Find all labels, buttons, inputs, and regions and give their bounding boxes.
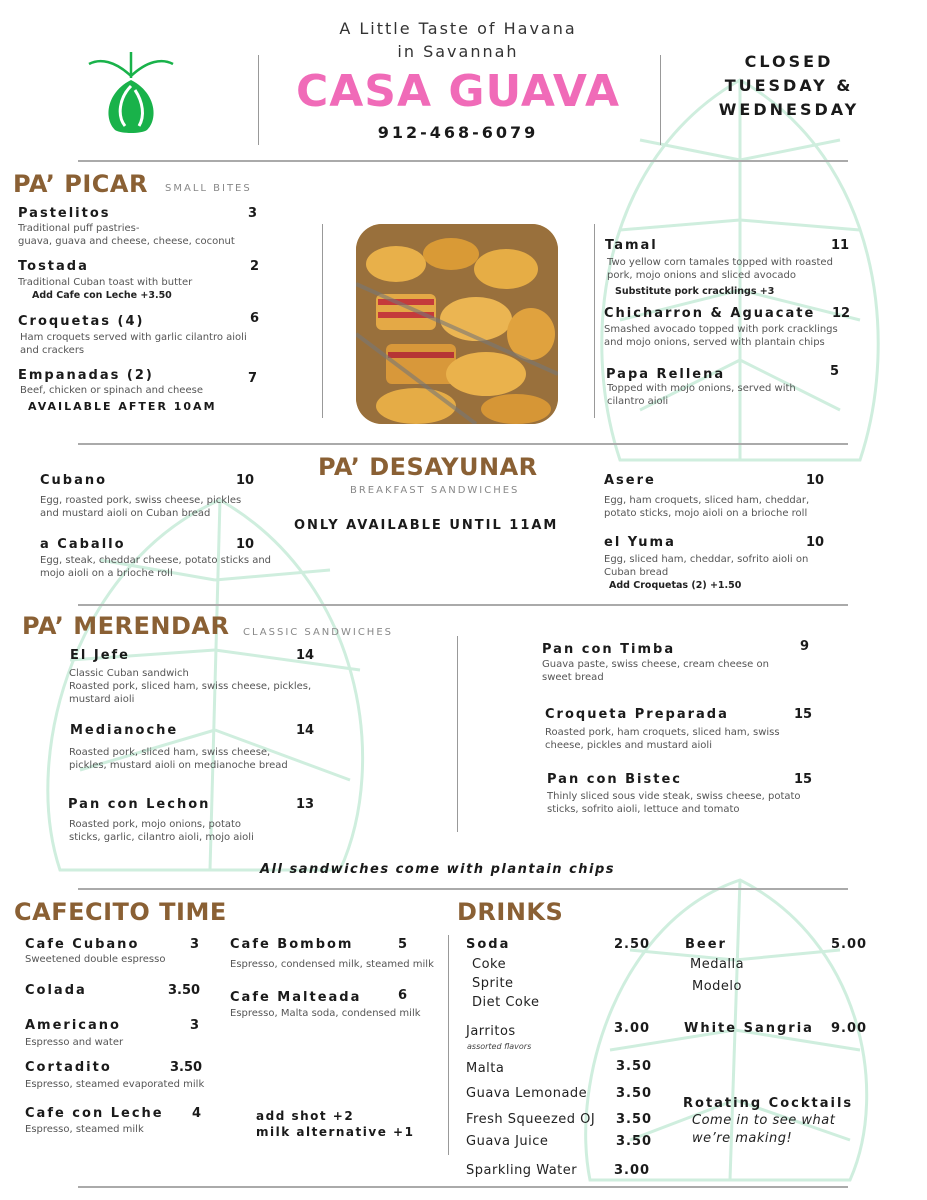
menu-item-price: 3.50 <box>170 1060 203 1075</box>
menu-item-price: 11 <box>831 238 850 253</box>
menu-item-price: 4 <box>192 1106 202 1121</box>
drink-option: Coke <box>472 957 507 972</box>
food-photo <box>356 224 558 424</box>
menu-item-description: Guava paste, swiss cheese, cream cheese on sweet bread <box>542 659 769 683</box>
menu-item-name: a Caballo <box>40 537 126 552</box>
menu-item-description: Egg, sliced ham, cheddar, sofrito aioli on Cuban bread <box>604 554 809 578</box>
menu-item-name: Croqueta Preparada <box>545 707 729 722</box>
menu-item-price: 9 <box>800 639 810 654</box>
drink-option: Medalla <box>690 957 745 972</box>
menu-item-name: Pan con Lechon <box>68 797 211 812</box>
menu-item-name: Soda <box>466 937 511 952</box>
menu-item-price: 3.50 <box>616 1059 653 1074</box>
guava-logo-icon <box>85 46 177 136</box>
menu-item-name: Cubano <box>40 473 108 488</box>
closed-line-3: WEDNESDAY <box>718 100 860 119</box>
menu-item-price: 14 <box>296 648 315 663</box>
section-title-pa-desayunar: PA’ DESAYUNAR <box>318 453 538 481</box>
menu-item-name: Sparkling Water <box>466 1163 578 1178</box>
menu-item-name: Pan con Timba <box>542 642 676 657</box>
menu-item-price: 9.00 <box>831 1021 868 1036</box>
menu-item-price: 5 <box>830 364 840 379</box>
closed-notice <box>704 50 874 122</box>
menu-item-name: Jarritos <box>466 1024 516 1039</box>
sandwich-footer-note: All sandwiches come with plantain chips <box>260 862 616 877</box>
cocktail-note-line-2: we’re making! <box>692 1131 793 1146</box>
menu-item-name: Americano <box>25 1018 121 1033</box>
availability-note: AVAILABLE AFTER 10AM <box>28 400 217 413</box>
menu-item-description: Egg, ham croquets, sliced ham, cheddar, potato sticks, mojo aioli on a brioche roll <box>604 495 810 519</box>
menu-item-name: Pastelitos <box>18 206 111 221</box>
menu-item-name: Croquetas (4) <box>18 314 145 329</box>
menu-item-price: 2 <box>250 259 260 274</box>
menu-item-price: 3.00 <box>614 1021 651 1036</box>
menu-item-price: 13 <box>296 797 315 812</box>
menu-item-description: Sweetened double espresso <box>25 954 166 965</box>
menu-item-name: Cafe Malteada <box>230 990 362 1005</box>
menu-item-price: 3.50 <box>616 1112 653 1127</box>
availability-note: ONLY AVAILABLE UNTIL 11AM <box>294 518 559 533</box>
menu-item-name: Malta <box>466 1061 505 1076</box>
menu-item-price: 10 <box>236 537 255 552</box>
menu-item-name: Beer <box>685 937 727 952</box>
menu-item-name: Tamal <box>605 238 658 253</box>
menu-item-price: 3.50 <box>616 1086 653 1101</box>
menu-item-description: Egg, steak, cheddar cheese, potato sticks and mojo aioli on a brioche roll <box>40 555 272 579</box>
menu-item-price: 10 <box>236 473 255 488</box>
menu-item-price: 15 <box>794 772 813 787</box>
menu-item-description: Espresso, steamed milk <box>25 1124 144 1135</box>
pastry-photo-icon <box>356 224 558 424</box>
menu-item-description: Two yellow corn tamales topped with roasted pork, mojo onions and sliced avocado <box>607 257 833 281</box>
menu-item-description: Topped with mojo onions, served with cilantro aioli <box>607 383 796 407</box>
menu-item-name: El Jefe <box>70 648 130 663</box>
addon-note: Substitute pork cracklings +3 <box>615 286 775 297</box>
menu-item-price: 14 <box>296 723 315 738</box>
section-title-drinks: DRINKS <box>457 898 564 926</box>
menu-item-price: 7 <box>248 371 258 386</box>
menu-item-price: 6 <box>398 988 408 1003</box>
menu-item-name: Cafe con Leche <box>25 1106 164 1121</box>
section-title-pa-picar: PA’ PICAR <box>13 170 148 198</box>
menu-item-price: 6 <box>250 311 260 326</box>
addon-note: Add Croquetas (2) +1.50 <box>609 580 742 591</box>
tagline-line-1: A Little Taste of Havana <box>339 19 577 38</box>
menu-item-description: Espresso, Malta soda, condensed milk <box>230 1008 421 1019</box>
menu-item-description: Smashed avocado topped with pork cracklings and mojo onions, served with plantain chips <box>604 324 838 348</box>
menu-item-price: 3.50 <box>168 983 201 998</box>
menu-item-price: 3 <box>248 206 258 221</box>
closed-line-1: CLOSED <box>744 52 834 71</box>
drink-subnote: assorted flavors <box>467 1042 532 1051</box>
addon-extra-shot: add shot +2 <box>256 1109 355 1123</box>
menu-item-description: Roasted pork, mojo onions, potato sticks, garlic, cilantro aioli, mojo aioli <box>69 819 254 843</box>
menu-item-description: Espresso and water <box>25 1037 124 1048</box>
menu-item-description: Thinly sliced sous vide steak, swiss cheese, potato sticks, sofrito aioli, lettuce and tomato <box>547 791 801 815</box>
menu-item-description: Roasted pork, ham croquets, sliced ham, swiss cheese, pickles and mustard aioli <box>545 727 780 751</box>
menu-item-name: Empanadas (2) <box>18 368 154 383</box>
menu-item-name: Colada <box>25 983 87 998</box>
menu-item-price: 3 <box>190 1018 200 1033</box>
brand-title: CASA GUAVA <box>295 66 621 117</box>
menu-item-name: Guava Juice <box>466 1134 549 1149</box>
menu-item-price: 10 <box>806 473 825 488</box>
section-title-cafecito: CAFECITO TIME <box>14 898 227 926</box>
addon-note: Add Cafe con Leche +3.50 <box>32 290 172 301</box>
section-subtitle-pa-merendar: CLASSIC SANDWICHES <box>243 627 393 638</box>
closed-line-2: TUESDAY & <box>724 76 854 95</box>
drink-option: Sprite <box>472 976 514 991</box>
menu-item-name: Medianoche <box>70 723 179 738</box>
menu-item-price: 3.00 <box>614 1163 651 1178</box>
phone-number[interactable]: 912-468-6079 <box>377 123 539 142</box>
menu-item-name: White Sangria <box>684 1021 814 1036</box>
menu-item-description: Traditional Cuban toast with butter <box>18 277 193 288</box>
tagline-line-2: in Savannah <box>397 42 519 61</box>
menu-item-name: Cortadito <box>25 1060 112 1075</box>
menu-item-name: Rotating Cocktails <box>683 1096 854 1111</box>
menu-item-name: Asere <box>604 473 656 488</box>
menu-item-price: 3.50 <box>616 1134 653 1149</box>
menu-item-name: el Yuma <box>604 535 676 550</box>
menu-item-description: Egg, roasted pork, swiss cheese, pickles and mustard aioli on Cuban bread <box>40 495 242 519</box>
menu-item-name: Cafe Cubano <box>25 937 140 952</box>
menu-item-description: Classic Cuban sandwich Roasted pork, sliced ham, swiss cheese, pickles, mustard aioli <box>69 668 312 705</box>
menu-item-price: 10 <box>806 535 825 550</box>
menu-item-name: Chicharron & Aguacate <box>604 306 816 321</box>
addon-milk-alternative: milk alternative +1 <box>256 1125 415 1139</box>
menu-item-price: 2.50 <box>614 937 651 952</box>
menu-item-description: Roasted pork, sliced ham, swiss cheese, pickles, mustard aioli on medianoche bread <box>69 747 288 771</box>
menu-item-price: 5 <box>398 937 408 952</box>
menu-item-price: 5.00 <box>831 937 868 952</box>
cocktail-note-line-1: Come in to see what <box>692 1113 836 1128</box>
menu-item-name: Cafe Bombom <box>230 937 354 952</box>
menu-item-price: 3 <box>190 937 200 952</box>
menu-item-price: 15 <box>794 707 813 722</box>
menu-item-price: 12 <box>832 306 851 321</box>
menu-item-name: Fresh Squeezed OJ <box>466 1112 596 1127</box>
menu-item-name: Tostada <box>18 259 89 274</box>
drink-option: Modelo <box>692 979 742 994</box>
menu-item-description: Espresso, steamed evaporated milk <box>25 1079 205 1090</box>
menu-item-description: Ham croquets served with garlic cilantro aioli and crackers <box>20 332 247 356</box>
menu-item-description: Traditional puff pastries- guava, guava and cheese, cheese, coconut <box>18 223 235 247</box>
menu-item-description: Espresso, condensed milk, steamed milk <box>230 959 434 970</box>
section-title-pa-merendar: PA’ MERENDAR <box>22 612 230 640</box>
section-subtitle-pa-picar: SMALL BITES <box>165 183 252 194</box>
drink-option: Diet Coke <box>472 995 540 1010</box>
section-subtitle-pa-desayunar: BREAKFAST SANDWICHES <box>350 485 520 496</box>
menu-item-description: Beef, chicken or spinach and cheese <box>20 385 203 396</box>
menu-item-name: Guava Lemonade <box>466 1086 588 1101</box>
menu-item-name: Papa Rellena <box>606 367 726 382</box>
menu-item-name: Pan con Bistec <box>547 772 682 787</box>
